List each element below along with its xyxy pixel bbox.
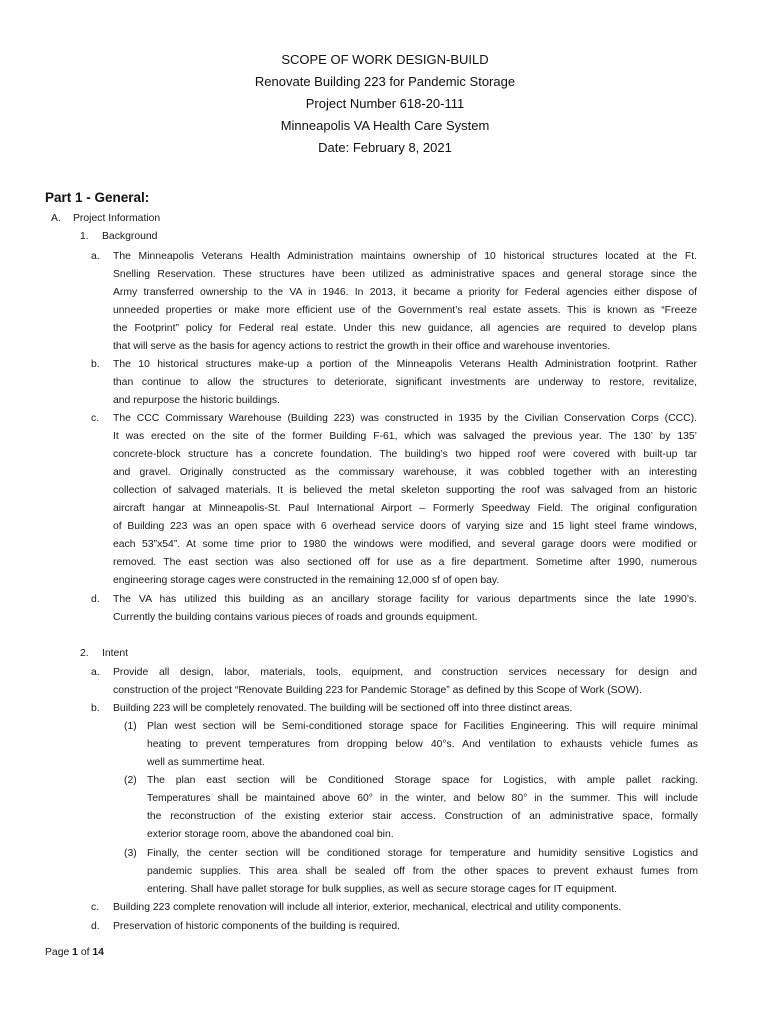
title-block [0, 49, 770, 159]
paragraph-line: concrete-block structure has a concrete foundation. The building’s two hipped roof were covered with built-up tar [113, 449, 697, 460]
paragraph-line: Currently the building contains various pieces of roads and grounds equipment. [113, 612, 478, 623]
item-2d-marker: d. [91, 921, 100, 932]
paragraph-line: pandemic supplies. This area shall be sealed off from the other spaces to prevent exhaust fumes from [147, 866, 698, 877]
paragraph-line: well as summertime heat. [147, 757, 265, 768]
paragraph-line: that will serve as the basis for agency actions to restrict the growth in their office and warehouse inventories. [113, 341, 611, 352]
paragraph-line: It was erected on the site of the former Building F-61, which was salvaged the previous year. The 130’ by 135’ [113, 431, 697, 442]
item-1a-marker: a. [91, 251, 100, 262]
section-a-marker: A. [51, 213, 61, 224]
paragraph-line: Preservation of historic components of the building is required. [113, 921, 401, 932]
paragraph-line: The CCC Commissary Warehouse (Building 223) was constructed in 1935 by the Civilian Conservation Corps (CCC). [113, 413, 697, 424]
paragraph-line: Plan west section will be Semi-conditioned storage space for Facilities Engineering. This will require minimal [147, 721, 698, 732]
paragraph-line: removed. The east section was also sectioned off for use as a fire department. Sometime after 1990, numerous [113, 557, 697, 568]
sub-1-marker: (1) [124, 721, 137, 732]
paragraph-line: exterior storage room, above the abandoned coal bin. [147, 829, 394, 840]
title-line-5: Date: February 8, 2021 [318, 140, 452, 155]
title-line-2: Renovate Building 223 for Pandemic Storage [254, 74, 516, 89]
paragraph-line: The 10 historical structures make-up a portion of the Minneapolis Veterans Health Administration footprint. Rather [113, 359, 697, 370]
paragraph-line: and gravel. Originally constructed as the commissary warehouse, it was cobbled together with an interesting [113, 467, 697, 478]
paragraph-line: construction of the project “Renovate Building 223 for Pandemic Storage” as defined by this Scope of Work (SOW). [113, 685, 642, 696]
title-line-1: SCOPE OF WORK DESIGN-BUILD [281, 52, 489, 67]
item-2c-marker: c. [91, 902, 100, 913]
paragraph-line: The Minneapolis Veterans Health Administration maintains ownership of 10 historical structures located at the Ft. [113, 251, 697, 262]
paragraph-line: Building 223 will be completely renovated. The building will be sectioned off into three distinct areas. [113, 703, 573, 714]
title-line-4: Minneapolis VA Health Care System [280, 118, 490, 133]
footer-page-number: 1 [72, 947, 78, 958]
item-1b-marker: b. [91, 359, 100, 370]
title-line-3: Project Number 618-20-111 [305, 96, 465, 111]
paragraph-line: of Building 223 was an open space with 6 overhead service doors of varying size and 15 light steel frame windows, [113, 521, 697, 532]
item-2a-marker: a. [91, 667, 100, 678]
paragraph-line: The VA has utilized this building as an ancillary storage facility for various departments since the late 1990’s. [113, 594, 697, 605]
paragraph-line: entering. Shall have pallet storage for bulk supplies, as well as secure storage cages for IT equipment. [147, 884, 617, 895]
item-1d-marker: d. [91, 594, 100, 605]
paragraph-line: and repurpose the historic buildings. [113, 395, 280, 406]
footer-page-total: 14 [92, 947, 104, 958]
paragraph-line: heating to prevent temperatures from dropping below 40°s. And ventilation to exhausts vehicle fumes as [147, 739, 698, 750]
paragraph-line: collection of salvaged materials. It is believed the metal skeleton supporting the roof was salvaged from an historic [113, 485, 697, 496]
paragraph-line: Provide all design, labor, materials, tools, equipment, and construction services necessary for design and [113, 667, 697, 678]
paragraph-line: than continue to allow the structures to deteriorate, significant investments are underway to restore, revitalize, [113, 377, 697, 388]
paragraph-line: aircraft hangar at Minneapolis-St. Paul International Airport – Formerly Speedway Field. The original configuration [113, 503, 697, 514]
paragraph-line: each 53”x54”. At some time prior to 1980 the windows were modified, and several garage doors were modified or [113, 539, 697, 550]
paragraph-line: Army transferred ownership to the VA in 1946. In 2013, it became a priority for Federal agencies either dispose of [113, 287, 697, 298]
paragraph-line: engineering storage cages were constructed in the remaining 12,000 sf of open bay. [113, 575, 500, 586]
item-2-marker: 2. [80, 648, 89, 659]
paragraph-line: unneeded properties or make more efficient use of the Government’s real estate assets. This is known as “Freeze [113, 305, 697, 316]
paragraph-line: Building 223 complete renovation will include all interior, exterior, mechanical, electrical and utility components. [113, 902, 622, 913]
paragraph-line: the Footprint” policy for Federal real estate. Under this new guidance, all agencies are required to develop plans [113, 323, 697, 334]
item-1c-marker: c. [91, 413, 100, 424]
paragraph-line: Temperatures shall be maintained above 60° in the winter, and below 80° in the summer. This will include [147, 793, 698, 804]
paragraph-line: Snelling Reservation. These structures have been utilized as administrative spaces and general storage since the [113, 269, 697, 280]
sub-2-marker: (2) [124, 775, 137, 786]
paragraph-line: Finally, the center section will be conditioned storage for temperature and humidity sensitive Logistics and [147, 848, 698, 859]
page-footer [45, 944, 104, 962]
sub-3-marker: (3) [124, 848, 137, 859]
section-a-label: Project Information [73, 213, 161, 224]
item-2-label: Intent [102, 648, 128, 659]
item-2b-marker: b. [91, 703, 100, 714]
footer-of-word: of [80, 947, 90, 958]
item-1-marker: 1. [80, 231, 89, 242]
footer-page-word: Page [45, 947, 70, 958]
paragraph-line: the reconstruction of the existing exterior stair access. Construction of an administrative space, formally [147, 811, 698, 822]
item-1-label: Background [102, 231, 158, 242]
paragraph-line: The plan east section will be Conditioned Storage space for Logistics, with ample pallet racking. [147, 775, 698, 786]
part-heading: Part 1 - General: [45, 190, 150, 205]
